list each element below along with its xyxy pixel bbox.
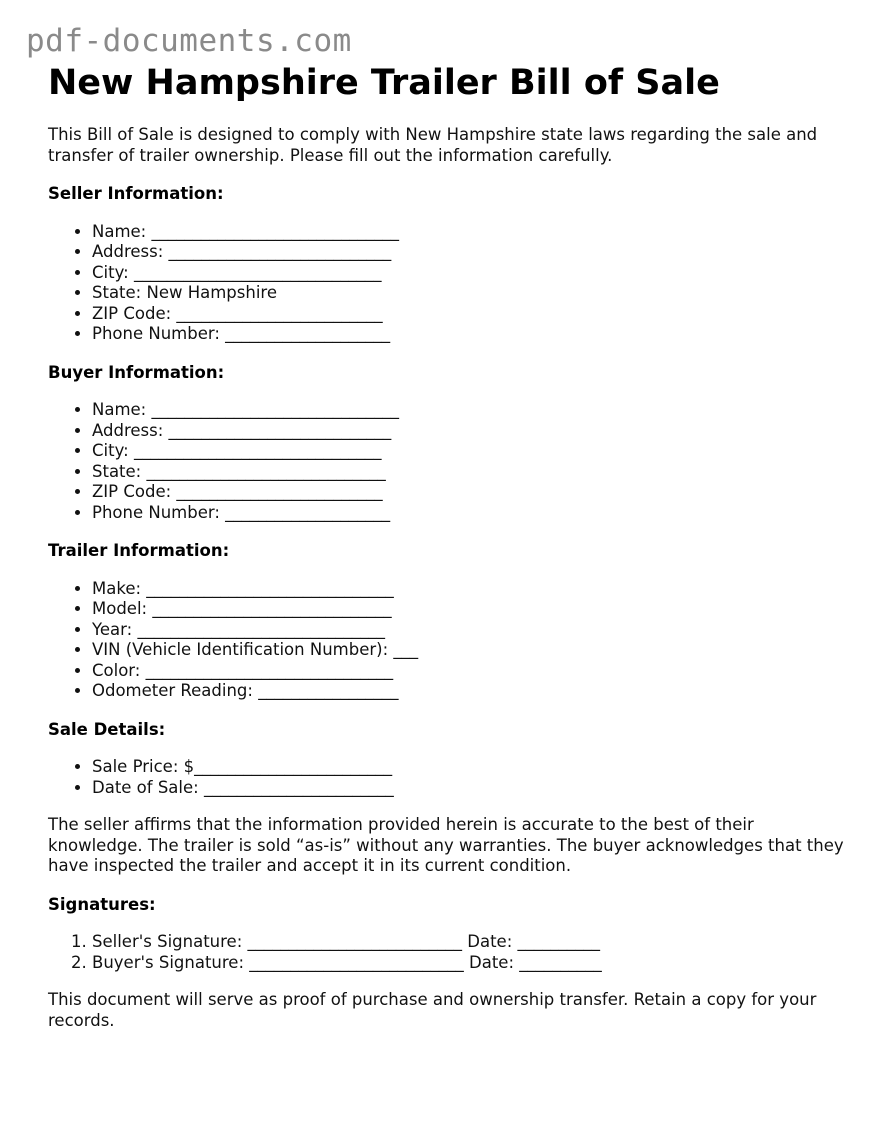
sale-date-field: • Date of Sale: _______________________ <box>92 778 848 799</box>
trailer-year-field: • Year: ______________________________ <box>92 620 848 641</box>
document-page <box>48 62 848 1031</box>
seller-zip-field: • ZIP Code: _________________________ <box>92 304 848 325</box>
signatures-heading: Signatures: <box>48 894 156 914</box>
buyer-zip-field: • ZIP Code: _________________________ <box>92 482 848 503</box>
buyer-city-field: • City: ______________________________ <box>92 441 848 462</box>
sale-heading: Sale Details: <box>48 719 166 739</box>
trailer-fields-list <box>48 579 848 702</box>
trailer-odometer-field: • Odometer Reading: _________________ <box>92 681 848 702</box>
trailer-make-field: • Make: ______________________________ <box>92 579 848 600</box>
buyer-name-field: • Name: ______________________________ <box>92 400 848 421</box>
sale-fields-list <box>48 757 848 798</box>
intro-paragraph: This Bill of Sale is designed to comply with New Hampshire state laws regarding the sale and transfer of trailer ownership. Please fill out the information carefully. <box>48 125 818 165</box>
affirmation-paragraph: The seller affirms that the information provided herein is accurate to the best of their knowledge. The trailer is sold “as-is” without any warranties. The buyer acknowledges that they have inspected the trailer and accept it in its current condition. <box>48 815 844 875</box>
buyer-signature-line: 2. Buyer's Signature: __________________________ Date: __________ <box>92 953 848 974</box>
buyer-fields-list <box>48 400 848 523</box>
seller-state-field: • State: New Hampshire <box>92 283 848 304</box>
trailer-vin-field: • VIN (Vehicle Identification Number): ___ <box>92 640 848 661</box>
trailer-heading: Trailer Information: <box>48 541 230 560</box>
seller-name-field: • Name: ______________________________ <box>92 222 848 243</box>
seller-fields-list <box>48 222 848 345</box>
seller-address-field: • Address: ___________________________ <box>92 242 848 263</box>
watermark: pdf-documents.com <box>26 23 352 59</box>
closing-paragraph: This document will serve as proof of purchase and ownership transfer. Retain a copy for your records. <box>48 990 817 1030</box>
trailer-model-field: • Model: _____________________________ <box>92 599 848 620</box>
seller-signature-line: 1. Seller's Signature: __________________________ Date: __________ <box>92 932 848 953</box>
seller-city-field: • City: ______________________________ <box>92 263 848 284</box>
page-title: New Hampshire Trailer Bill of Sale <box>48 63 720 103</box>
seller-phone-field: • Phone Number: ____________________ <box>92 324 848 345</box>
buyer-address-field: • Address: ___________________________ <box>92 421 848 442</box>
trailer-color-field: • Color: ______________________________ <box>92 661 848 682</box>
buyer-heading: Buyer Information: <box>48 362 225 382</box>
signatures-list <box>48 932 848 973</box>
buyer-state-field: • State: _____________________________ <box>92 462 848 483</box>
buyer-phone-field: • Phone Number: ____________________ <box>92 503 848 524</box>
sale-price-field: • Sale Price: $________________________ <box>92 757 848 778</box>
seller-heading: Seller Information: <box>48 184 224 203</box>
